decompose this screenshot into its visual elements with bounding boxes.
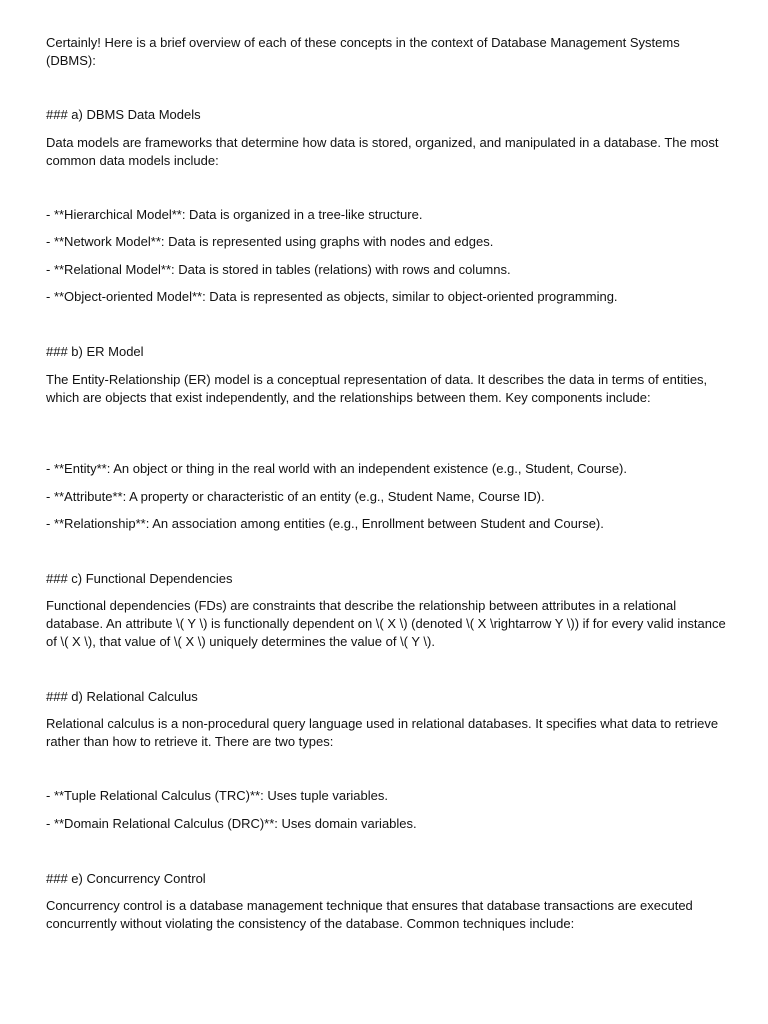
section-paragraph-data-models: Data models are frameworks that determine how data is stored, organized, and manipulated in a database. The most common data models include: — [46, 135, 719, 168]
list-item: - **Relational Model**: Data is stored in tables (relations) with rows and columns. — [46, 262, 511, 277]
list-item: - **Attribute**: A property or characteristic of an entity (e.g., Student Name, Course ID). — [46, 489, 545, 504]
list-item: - **Entity**: An object or thing in the real world with an independent existence (e.g., Student, Course). — [46, 461, 628, 476]
list-item: - **Tuple Relational Calculus (TRC)**: Uses tuple variables. — [46, 788, 388, 803]
section-paragraph-er-model: The Entity-Relationship (ER) model is a conceptual representation of data. It describes the data in terms of entities, which are objects that exist independently, and the relationships between them. Key components include: — [46, 372, 708, 405]
list-item: - **Relationship**: An association among entities (e.g., Enrollment between Student and Course). — [46, 516, 604, 531]
section-paragraph-functional-dependencies: Functional dependencies (FDs) are constraints that describe the relationship between attributes in a relational database. An attribute \( Y \) is functionally dependent on \( X \) (denoted \( X \rightarrow Y \)) if for every valid instance of \( X \), that value of \( X \) uniquely determines the value of \( Y \). — [46, 598, 726, 649]
section-heading-er-model: ### b) ER Model — [46, 344, 144, 359]
section-heading-concurrency-control: ### e) Concurrency Control — [46, 871, 206, 886]
list-item: - **Domain Relational Calculus (DRC)**: Uses domain variables. — [46, 816, 417, 831]
section-paragraph-relational-calculus: Relational calculus is a non-procedural query language used in relational databases. It specifies what data to retrieve rather than how to retrieve it. There are two types: — [46, 716, 719, 749]
list-item: - **Network Model**: Data is represented using graphs with nodes and edges. — [46, 234, 494, 249]
list-item: - **Object-oriented Model**: Data is represented as objects, similar to object-oriented programming. — [46, 289, 618, 304]
section-paragraph-concurrency-control: Concurrency control is a database management technique that ensures that database transactions are executed concurrently without violating the consistency of the database. Common techniques include: — [46, 898, 693, 931]
section-heading-relational-calculus: ### d) Relational Calculus — [46, 689, 198, 704]
section-heading-functional-dependencies: ### c) Functional Dependencies — [46, 571, 233, 586]
section-heading-data-models: ### a) DBMS Data Models — [46, 107, 201, 122]
intro-text: Certainly! Here is a brief overview of each of these concepts in the context of Database Management Systems (DBMS): — [46, 35, 680, 68]
list-item: - **Hierarchical Model**: Data is organized in a tree-like structure. — [46, 207, 423, 222]
